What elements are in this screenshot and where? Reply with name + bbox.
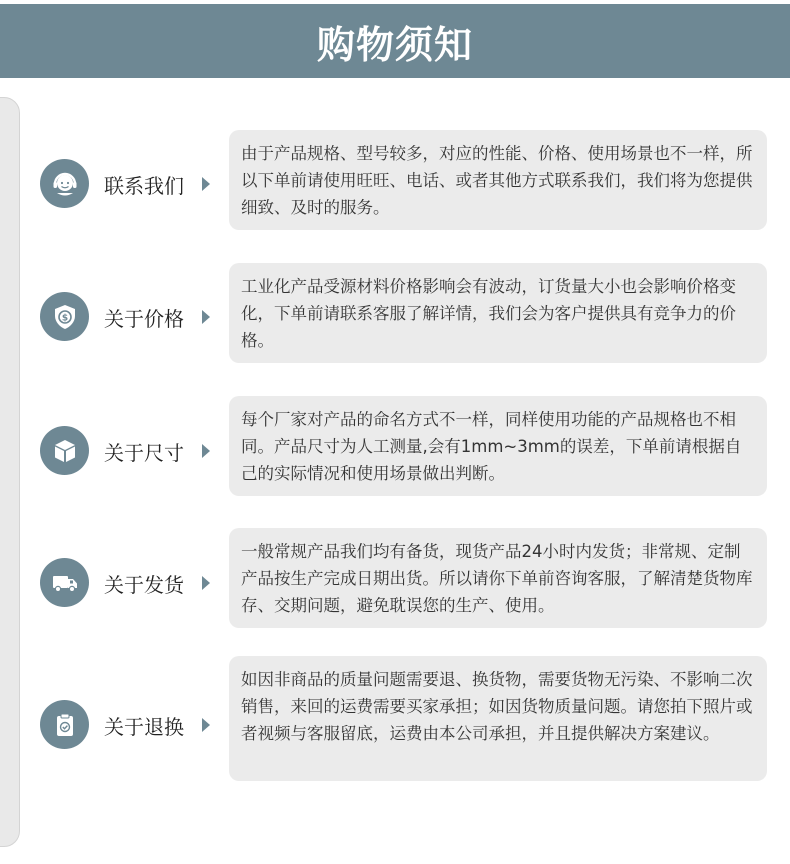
svg-text:$: $	[61, 313, 68, 323]
item-description: 如因非商品的质量问题需要退、换货物，需要货物无污染、不影响二次销售，来回的运费需要买家承担；如因货物质量问题。请您拍下照片或者视频与客服留底，运费由本公司承担，并且提供解决方案建议。	[229, 656, 767, 781]
item-label: 联系我们	[104, 173, 184, 198]
item-label: 关于退换	[104, 714, 184, 739]
price-shield-icon	[40, 292, 89, 341]
chevron-right-icon	[202, 576, 210, 590]
delivery-truck-icon	[40, 558, 89, 607]
customer-service-icon	[40, 159, 89, 208]
item-description: 每个厂家对产品的命名方式不一样，同样使用功能的产品规格也不相同。产品尺寸为人工测量,会有1mm~3mm的误差，下单前请根据自己的实际情况和使用场景做出判断。	[229, 396, 767, 496]
return-clipboard-icon	[40, 700, 89, 749]
chevron-right-icon	[202, 310, 210, 324]
page-title: 购物须知	[316, 22, 473, 67]
box-icon	[40, 426, 89, 475]
item-description: 工业化产品受源材料价格影响会有波动，订货量大小也会影响价格变化，下单前请联系客服了解详情，我们会为客户提供具有竞争力的价格。	[229, 263, 767, 363]
chevron-right-icon	[202, 718, 210, 732]
item-label: 关于尺寸	[104, 440, 184, 465]
chevron-right-icon	[202, 177, 210, 191]
item-description: 由于产品规格、型号较多，对应的性能、价格、使用场景也不一样，所以下单前请使用旺旺、电话、或者其他方式联系我们，我们将为您提供细致、及时的服务。	[229, 130, 767, 230]
item-label: 关于价格	[104, 306, 184, 331]
page-header	[0, 4, 790, 78]
left-side-bar	[0, 97, 20, 847]
item-description: 一般常规产品我们均有备货，现货产品24小时内发货；非常规、定制产品按生产完成日期出货。所以请你下单前咨询客服，了解清楚货物库存、交期问题，避免耽误您的生产、使用。	[229, 528, 767, 628]
chevron-right-icon	[202, 444, 210, 458]
item-label: 关于发货	[104, 572, 184, 597]
